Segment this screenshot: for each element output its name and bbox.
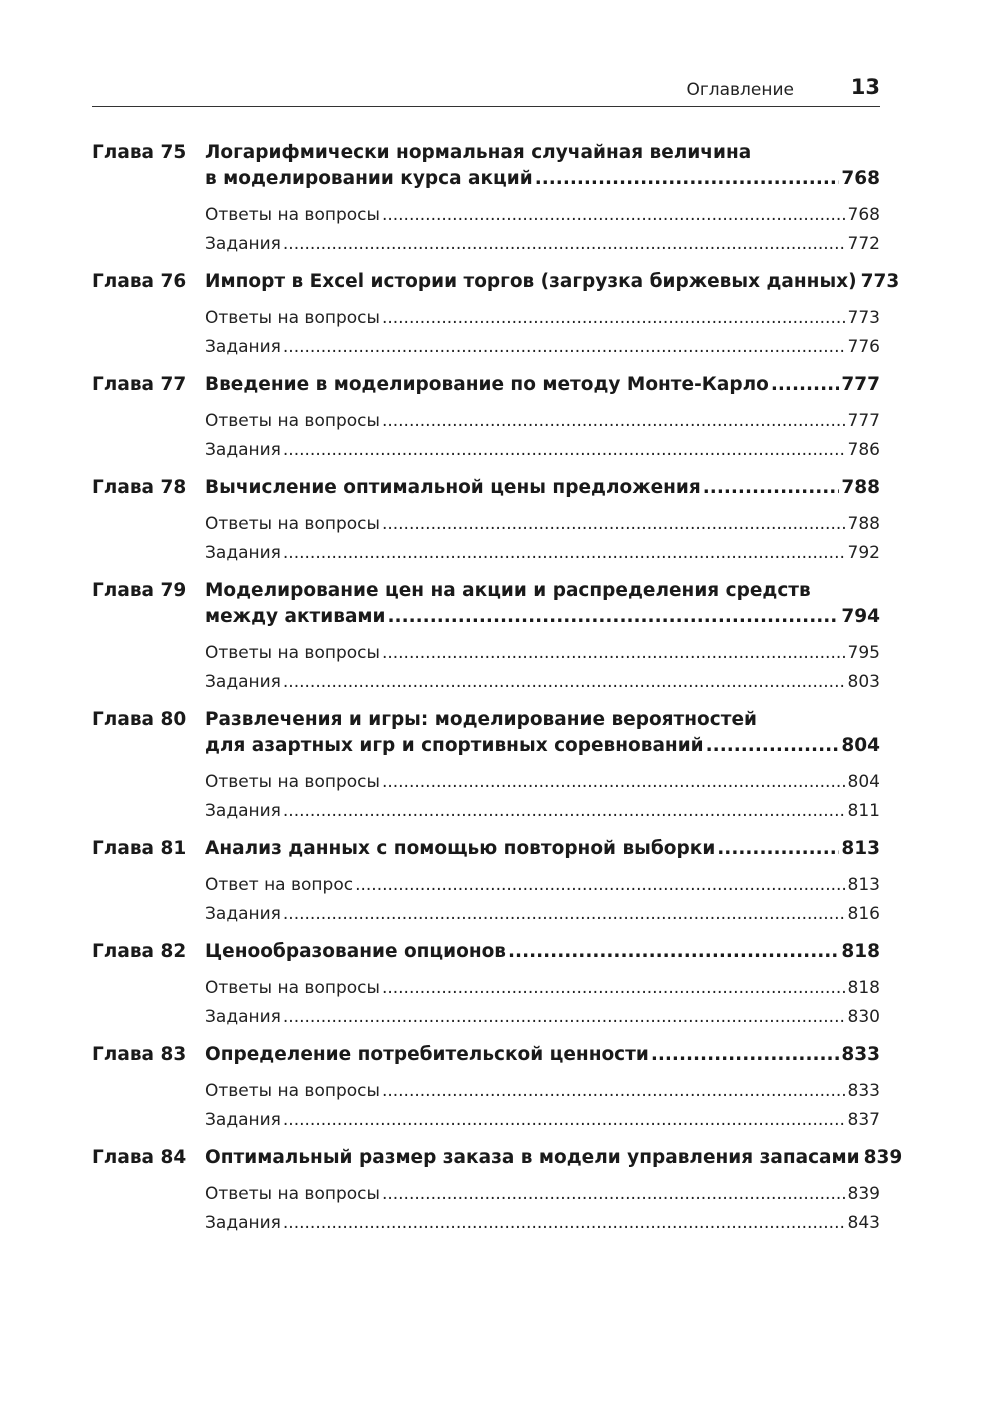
dot-leader [382,201,846,230]
toc-subentry[interactable] [205,436,880,465]
toc-subentry[interactable] [205,974,880,1003]
toc-subentry-text: Задания [205,1213,281,1233]
chapter-body [205,1145,903,1238]
toc-subentry-page: 773 [847,308,880,328]
dot-leader [771,372,840,398]
toc-subentry-page: 833 [847,1081,880,1101]
toc-chapter [92,269,900,362]
toc-subentry-page: 788 [847,514,880,534]
chapter-title-entry-page: 833 [841,1044,880,1065]
toc-subentry[interactable] [205,668,880,697]
toc-subentry[interactable] [205,1106,880,1135]
dot-leader [283,436,846,465]
toc-chapter [92,578,880,697]
dot-leader [703,475,840,501]
chapter-title-entry-text: для азартных игр и спортивных соревнований [205,735,704,756]
dot-leader [717,836,839,862]
toc-subentry[interactable] [205,639,880,668]
toc-subentry-page: 776 [847,337,880,357]
chapter-label: Глава 83 [92,1044,187,1065]
chapter-title-entry[interactable] [205,604,880,630]
chapter-title-entry-text: Определение потребительской ценности [205,1044,649,1065]
dot-leader [382,974,846,1003]
chapter-body [205,269,900,362]
chapter-title-entry-text: Анализ данных с помощью повторной выборки [205,838,716,859]
toc-subentry-text: Ответы на вопросы [205,308,380,328]
toc-subentry-text: Ответы на вопросы [205,514,380,534]
toc-chapter [92,140,880,259]
toc-chapter [92,939,880,1032]
chapter-subentries [205,201,880,259]
dot-leader [283,1003,846,1032]
toc-subentry-page: 777 [847,411,880,431]
chapter-title-entry[interactable] [205,475,880,501]
chapter-title-entry-text: Вычисление оптимальной цены предложения [205,477,701,498]
dot-leader [388,604,840,630]
dot-leader [283,539,846,568]
chapter-title-entry[interactable] [205,1042,880,1068]
toc-subentry-text: Задания [205,1110,281,1130]
chapter-subentries [205,871,880,929]
toc-chapter [92,1145,903,1238]
chapter-title-entry-page: 768 [841,168,880,189]
toc-subentry-page: 795 [847,643,880,663]
toc-subentry[interactable] [205,1003,880,1032]
toc-subentry-page: 839 [847,1184,880,1204]
chapter-label: Глава 81 [92,838,187,859]
chapter-label: Глава 78 [92,477,187,498]
chapter-title-entry-text: Введение в моделирование по методу Монте-Карло [205,374,769,395]
chapter-title-entry-page: 813 [841,838,880,859]
toc-subentry[interactable] [205,230,880,259]
dot-leader [382,639,846,668]
chapter-title-entry-text: Импорт в Excel истории торгов (загрузка биржевых данных) [205,271,857,292]
chapter-body [205,372,880,465]
toc-subentry[interactable] [205,871,880,900]
running-head [92,74,880,107]
dot-leader [508,939,839,965]
chapter-body [205,578,880,697]
toc-subentry[interactable] [205,201,880,230]
chapter-title-entry[interactable] [205,1145,903,1171]
chapter-title-entry-text: в моделировании курса акций [205,168,533,189]
toc-subentry-text: Задания [205,543,281,563]
toc-subentry-text: Задания [205,904,281,924]
toc-subentry-text: Ответы на вопросы [205,978,380,998]
chapter-body [205,836,880,929]
chapter-title-entry[interactable] [205,939,880,965]
toc-subentry[interactable] [205,768,880,797]
chapter-title-entry-page: 804 [841,735,880,756]
chapter-title-entry-text: Ценообразование опционов [205,941,507,962]
toc-subentry-text: Ответы на вопросы [205,411,380,431]
dot-leader [382,1077,846,1106]
toc-subentry-page: 837 [847,1110,880,1130]
running-head-section: Оглавление [686,80,794,100]
chapter-title-entry[interactable] [205,372,880,398]
chapter-subentries [205,768,880,826]
dot-leader [283,1209,846,1238]
chapter-title-entry-page: 818 [841,941,880,962]
toc-subentry[interactable] [205,333,880,362]
toc-subentry-text: Задания [205,440,281,460]
chapter-title-entry-text: между активами [205,606,386,627]
toc-subentry-text: Задания [205,337,281,357]
toc-chapter [92,475,880,568]
chapter-title-entry-page: 777 [841,374,880,395]
chapter-subentries [205,304,880,362]
toc-subentry-page: 811 [847,801,880,821]
page-number: 13 [850,75,880,99]
toc-subentry-page: 804 [847,772,880,792]
toc-subentry-page: 768 [847,205,880,225]
dot-leader [283,230,846,259]
toc-subentry-page: 816 [847,904,880,924]
chapter-subentries [205,510,880,568]
toc-subentry-text: Задания [205,672,281,692]
toc-subentry-text: Задания [205,1007,281,1027]
chapter-body [205,1042,880,1135]
toc-subentry-text: Ответ на вопрос [205,875,354,895]
chapter-title-entry[interactable] [205,269,900,295]
toc-subentry-text: Ответы на вопросы [205,1081,380,1101]
chapter-title-entry-page: 773 [860,271,900,292]
chapter-label: Глава 80 [92,709,187,730]
toc-subentry-page: 818 [847,978,880,998]
toc-subentry[interactable] [205,1077,880,1106]
dot-leader [283,1106,846,1135]
toc-subentry-text: Задания [205,801,281,821]
toc-subentry[interactable] [205,797,880,826]
dot-leader [283,900,846,929]
toc-subentry-page: 830 [847,1007,880,1027]
dot-leader [283,668,846,697]
chapter-subentries [205,407,880,465]
chapter-subentries [205,974,880,1032]
toc-subentry-page: 772 [847,234,880,254]
dot-leader [283,797,846,826]
chapter-label: Глава 76 [92,271,187,292]
toc-subentry[interactable] [205,510,880,539]
chapter-title-entry-page: 794 [841,606,880,627]
chapter-title-entry-text: Оптимальный размер заказа в модели управления запасами [205,1147,860,1168]
toc-subentry[interactable] [205,304,880,333]
toc-subentry-text: Ответы на вопросы [205,205,380,225]
chapter-label: Глава 77 [92,374,187,395]
dot-leader [382,407,846,436]
chapter-subentries [205,639,880,697]
dot-leader [382,304,846,333]
toc-subentry-text: Ответы на вопросы [205,1184,380,1204]
toc-subentry[interactable] [205,1180,880,1209]
dot-leader [535,166,840,192]
chapter-subentries [205,1180,880,1238]
dot-leader [382,510,846,539]
chapter-body [205,475,880,568]
chapter-body [205,140,880,259]
dot-leader [706,733,840,759]
chapter-title-line: Развлечения и игры: моделирование вероятностей [205,709,757,730]
dot-leader [382,768,846,797]
toc-chapter [92,707,880,826]
toc-subentry-text: Ответы на вопросы [205,772,380,792]
chapter-label: Глава 75 [92,142,187,163]
chapter-title-entry[interactable] [205,836,880,862]
chapter-title-line: Моделирование цен на акции и распределения средств [205,580,811,601]
chapter-title-line: Логарифмически нормальная случайная величина [205,142,752,163]
toc-subentry-text: Ответы на вопросы [205,643,380,663]
chapter-body [205,939,880,1032]
chapter-subentries [205,1077,880,1135]
toc-subentry-page: 786 [847,440,880,460]
toc-subentry-page: 813 [847,875,880,895]
toc-subentry[interactable] [205,539,880,568]
chapter-title-entry-page: 839 [863,1147,903,1168]
toc-subentry[interactable] [205,407,880,436]
toc-subentry[interactable] [205,900,880,929]
chapter-label: Глава 82 [92,941,187,962]
dot-leader [651,1042,840,1068]
chapter-title-entry[interactable] [205,166,880,192]
dot-leader [382,1180,846,1209]
toc-subentry-page: 792 [847,543,880,563]
chapter-body [205,707,880,826]
toc-chapter [92,836,880,929]
chapter-label: Глава 84 [92,1147,187,1168]
toc-subentry-page: 843 [847,1213,880,1233]
chapter-title-entry-page: 788 [841,477,880,498]
chapter-label: Глава 79 [92,580,187,601]
toc-subentry-page: 803 [847,672,880,692]
toc-subentry-text: Задания [205,234,281,254]
chapter-title-entry[interactable] [205,733,880,759]
dot-leader [355,871,845,900]
toc-chapter [92,1042,880,1135]
table-of-contents [92,140,903,1248]
toc-subentry[interactable] [205,1209,880,1238]
toc-chapter [92,372,880,465]
dot-leader [283,333,846,362]
